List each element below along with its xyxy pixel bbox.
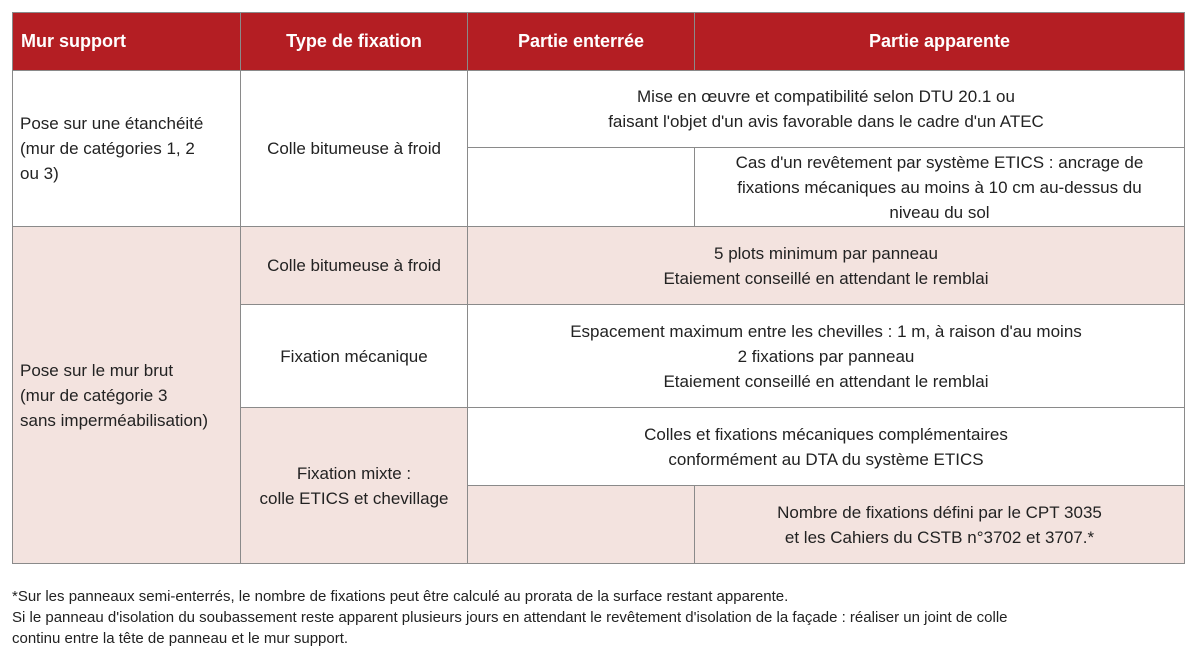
mur-support-cell — [13, 71, 241, 227]
cell-line: fixations mécaniques au moins à 10 cm au-dessus du — [737, 177, 1142, 197]
cell-line: Nombre de fixations défini par le CPT 3035 — [777, 502, 1102, 522]
fixation-cell: Fixation mécanique — [241, 305, 468, 408]
span-cell — [468, 408, 1185, 486]
cell-line: 5 plots minimum par panneau — [714, 243, 938, 263]
cell-line: 2 fixations par panneau — [737, 346, 915, 366]
fixation-cell — [241, 408, 468, 564]
cell-line: conformément au DTA du système ETICS — [668, 449, 984, 469]
header-type-fixation: Type de fixation — [241, 13, 468, 71]
footnote-line: Si le panneau d'isolation du soubassement reste apparent plusieurs jours en attendant le revêtement d'isolation de la façade : réaliser un joint de colle — [12, 609, 1008, 626]
span-cell — [468, 227, 1185, 305]
enterree-cell — [468, 486, 695, 564]
cell-line: ou 3) — [20, 164, 59, 183]
cell-line: Mise en œuvre et compatibilité selon DTU 20.1 ou — [637, 87, 1015, 106]
cell-line: Etaiement conseillé en attendant le remblai — [663, 268, 989, 288]
cell-line: Colles et fixations mécaniques complémentaires — [644, 424, 1008, 444]
table-row — [13, 227, 1185, 305]
cell-line: Fixation mixte : — [296, 463, 412, 483]
cell-line: Etaiement conseillé en attendant le remblai — [663, 371, 989, 391]
cell-line: et les Cahiers du CSTB n°3702 et 3707.* — [784, 527, 1095, 547]
span-cell — [468, 71, 1185, 148]
header-partie-enterree: Partie enterrée — [468, 13, 695, 71]
footnotes — [12, 586, 1192, 649]
cell-line: Pose sur une étanchéité — [20, 114, 204, 133]
cell-line: colle ETICS et chevillage — [259, 488, 449, 508]
apparente-cell — [695, 486, 1185, 564]
fixation-table — [12, 12, 1185, 564]
footnote-line: continu entre la tête de panneau et le mur support. — [12, 630, 349, 647]
span-cell — [468, 305, 1185, 408]
header-row — [13, 13, 1185, 71]
cell-line: faisant l'objet d'un avis favorable dans le cadre d'un ATEC — [608, 112, 1044, 131]
enterree-cell — [468, 148, 695, 227]
fixation-cell: Colle bitumeuse à froid — [241, 227, 468, 305]
table-row — [13, 71, 1185, 148]
cell-line: Espacement maximum entre les chevilles : 1 m, à raison d'au moins — [570, 321, 1082, 341]
footnote-line: *Sur les panneaux semi-enterrés, le nombre de fixations peut être calculé au prorata de la surface restant apparente. — [12, 588, 789, 605]
cell-line: (mur de catégories 1, 2 — [20, 139, 195, 158]
fixation-cell: Colle bitumeuse à froid — [241, 71, 468, 227]
cell-line: niveau du sol — [889, 202, 990, 222]
cell-line: sans imperméabilisation) — [20, 410, 209, 430]
header-mur-support: Mur support — [13, 13, 241, 71]
cell-line: Pose sur le mur brut — [20, 360, 174, 380]
cell-line: Cas d'un revêtement par système ETICS : ancrage de — [735, 152, 1144, 172]
header-partie-apparente: Partie apparente — [695, 13, 1185, 71]
cell-line: (mur de catégorie 3 — [20, 385, 168, 405]
mur-support-cell — [13, 227, 241, 564]
apparente-cell — [695, 148, 1185, 227]
